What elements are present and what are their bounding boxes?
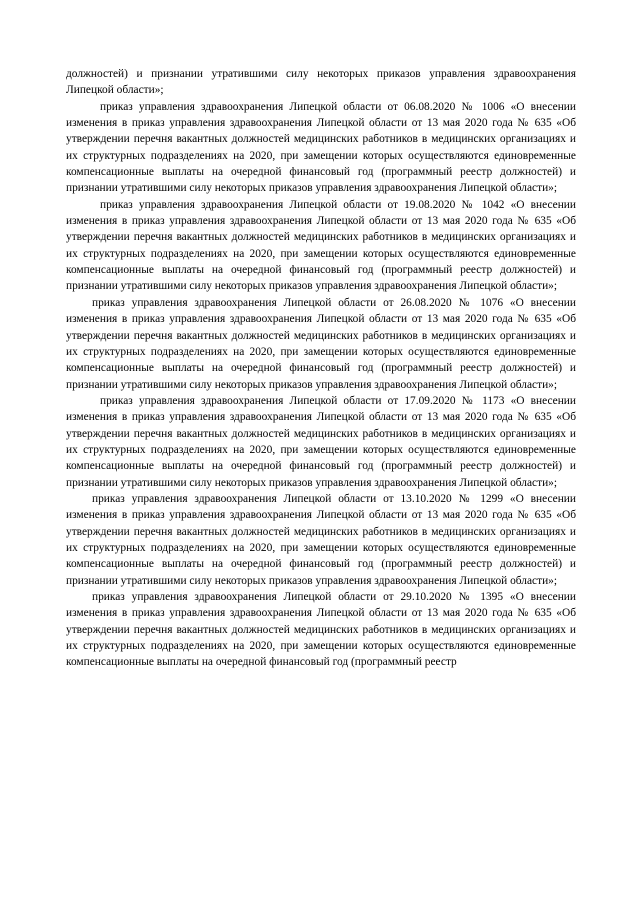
paragraph-order-1042: приказ управления здравоохранения Липецкой области от 19.08.2020 № 1042 «О внесении изменения в приказ управления здравоохранения Липецкой области от 13 мая 2020 года № 635 «Об утверждении перечня вакантных должностей медицинских работников в медицинских организациях и их структурных подразделениях на 2020, при замещении которых осуществляются единовременные компенсационные выплаты на очередной финансовый год (программный реестр должностей) и признании утратившими силу некоторых приказов управления здравоохранения Липецкой области»; (66, 198, 576, 293)
paragraph-order-1395: приказ управления здравоохранения Липецкой области от 29.10.2020 № 1395 «О внесении изменения в приказ управления здравоохранения Липецкой области от 13 мая 2020 года № 635 «Об утверждении перечня вакантных должностей медицинских работников в медицинских организациях и их структурных подразделениях на 2020, при замещении которых осуществляются единовременные компенсационные выплаты на очередной финансовый год (программный реестр (66, 591, 576, 669)
paragraph-order-1299: приказ управления здравоохранения Липецкой области от 13.10.2020 № 1299 «О внесении изменения в приказ управления здравоохранения Липецкой области от 13 мая 2020 года № 635 «Об утверждении перечня вакантных должностей медицинских работников в медицинских организациях и их структурных подразделениях на 2020, при замещении которых осуществляются единовременные компенсационные выплаты на очередной финансовый год (программный реестр должностей) и признании утратившими силу некоторых приказов управления здравоохранения Липецкой области»; (66, 492, 576, 587)
document-body (66, 66, 576, 671)
paragraph-order-1006: приказ управления здравоохранения Липецкой области от 06.08.2020 № 1006 «О внесении изменения в приказ управления здравоохранения Липецкой области от 13 мая 2020 года № 635 «Об утверждении перечня вакантных должностей медицинских работников в медицинских организациях и их структурных подразделениях на 2020, при замещении которых осуществляются единовременные компенсационные выплаты на очередной финансовый год (программный реестр должностей) и признании утратившими силу некоторых приказов управления здравоохранения Липецкой области»; (66, 100, 576, 195)
paragraph-continuation: должностей) и признании утратившими силу некоторых приказов управления здравоохранения Липецкой области»; (66, 68, 576, 97)
paragraph-order-1173: приказ управления здравоохранения Липецкой области от 17.09.2020 № 1173 «О внесении изменения в приказ управления здравоохранения Липецкой области от 13 мая 2020 года № 635 «Об утверждении перечня вакантных должностей медицинских работников в медицинских организациях и их структурных подразделениях на 2020, при замещении которых осуществляются единовременные компенсационные выплаты на очередной финансовый год (программный реестр должностей) и признании утратившими силу некоторых приказов управления здравоохранения Липецкой области»; (66, 394, 576, 489)
paragraph-order-1076: приказ управления здравоохранения Липецкой области от 26.08.2020 № 1076 «О внесении изменения в приказ управления здравоохранения Липецкой области от 13 мая 2020 года № 635 «Об утверждении перечня вакантных должностей медицинских работников в медицинских организациях и их структурных подразделениях на 2020, при замещении которых осуществляются единовременные компенсационные выплаты на очередной финансовый год (программный реестр должностей) и признании утратившими силу некоторых приказов управления здравоохранения Липецкой области»; (66, 296, 576, 391)
